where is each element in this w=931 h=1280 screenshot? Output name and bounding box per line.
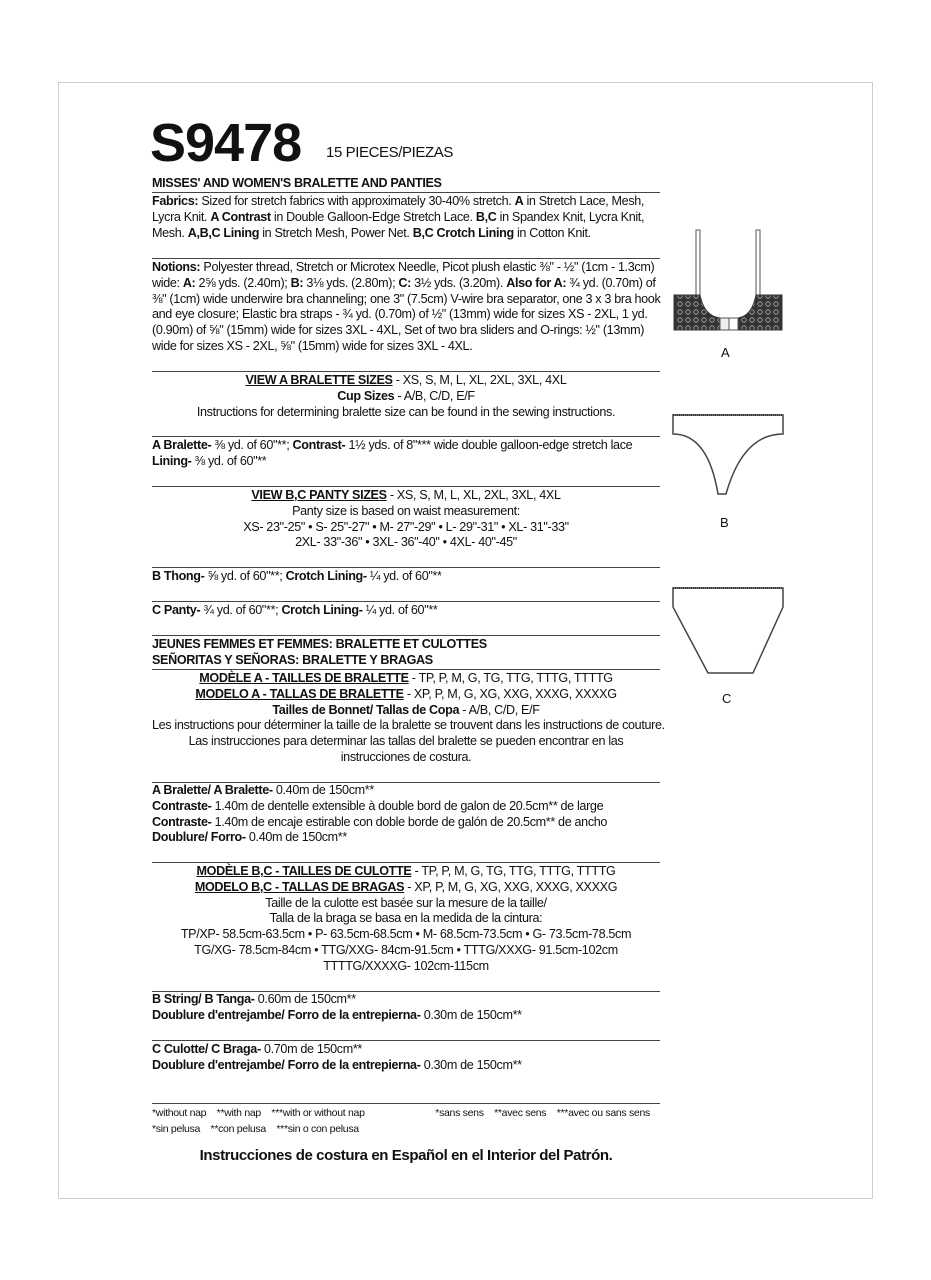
text-line <box>152 880 660 896</box>
text-segment: TP/XP- 58.5cm-63.5cm • P- 63.5cm-68.5cm • M- 68.5cm-73.5cm • G- 73.5cm-78.5cm <box>180 927 632 942</box>
text-line <box>152 373 660 389</box>
text-line <box>152 671 660 687</box>
bold-label: A Bralette/ A Bralette- <box>152 783 273 797</box>
text-line <box>152 535 660 551</box>
text-line <box>152 830 660 846</box>
text-segment: - TP, P, M, G, TG, TTG, TTTG, TTTTG <box>411 864 616 878</box>
bold-label: A: <box>182 275 196 290</box>
text-segment: 0.30m de 150cm** <box>420 1057 522 1072</box>
text-line <box>152 194 660 210</box>
view-b-thong-illustration <box>668 412 788 502</box>
bold-label: C Panty- <box>152 603 201 617</box>
bold-label: B,C <box>475 209 497 224</box>
bold-label: VIEW A BRALETTE SIZES <box>245 373 393 387</box>
bold-label: B: <box>290 275 304 290</box>
divider <box>152 258 660 259</box>
text-segment: - A/B, C/D, E/F <box>394 388 475 403</box>
text-segment: Instructions for determining bralette size can be found in the sewing instructions. <box>196 404 616 419</box>
bold-label: Doublure d'entrejambe/ Forro de la entrepierna- <box>152 1057 421 1072</box>
bold-label: Notions: <box>152 260 201 274</box>
text-line <box>152 911 660 927</box>
bold-label: JEUNES FEMMES ET FEMMES: BRALETTE ET CULOTTES <box>152 637 487 651</box>
text-segment: ⅜ yd. of 60"**; <box>211 438 293 452</box>
divider <box>152 862 660 863</box>
divider <box>152 601 660 602</box>
piece-count: 15 PIECES/PIEZAS <box>326 144 453 161</box>
bold-label: Contraste- <box>152 798 212 813</box>
text-segment: 2XL- 33"-36" • 3XL- 36"-40" • 4XL- 40"-45" <box>295 535 517 550</box>
bold-label: A <box>514 194 524 208</box>
view-c-yardage <box>152 603 660 619</box>
text-segment: ¼ yd. of 60"** <box>362 603 438 617</box>
text-segment: Les instructions pour déterminer la taille de la bralette se trouvent dans les instructions de couture. <box>152 718 665 733</box>
text-line <box>152 454 660 470</box>
text-segment: - XS, S, M, L, XL, 2XL, 3XL, 4XL <box>386 488 561 502</box>
text-line <box>152 992 660 1008</box>
divider <box>152 371 660 372</box>
view-b-yardage <box>152 569 660 585</box>
view-a-sizes <box>152 373 660 420</box>
bold-label: Cup Sizes <box>337 388 395 403</box>
text-line <box>152 292 660 308</box>
bold-label: SEÑORITAS Y SEÑORAS: BRALETTE Y BRAGAS <box>152 652 433 667</box>
text-segment: TG/XG- 78.5cm-84cm • TTG/XXG- 84cm-91.5cm • TTTG/XXXG- 91.5cm-102cm <box>194 942 618 957</box>
text-line <box>152 276 660 292</box>
text-segment: 3⅛ yds. (2.80m); <box>303 275 399 290</box>
text-line <box>152 569 660 585</box>
divider <box>152 192 660 193</box>
text-segment: Taille de la culotte est basée sur la mesure de la taille/ <box>265 895 547 910</box>
text-segment: ¼ yd. of 60"** <box>366 569 442 583</box>
text-segment: 3½ yds. (3.20m). <box>411 275 507 290</box>
text-line <box>152 1122 660 1138</box>
text-line <box>152 734 660 750</box>
divider <box>152 669 660 670</box>
text-segment: ¾ yd. (0.70m) of <box>566 275 656 290</box>
text-segment: Sized for stretch fabrics with approximately 30-40% stretch. <box>198 194 515 208</box>
bold-label: Tailles de Bonnet/ Tallas de Copa <box>272 702 460 717</box>
text-segment: and eye closure; Elastic bra straps - ¾ yd. (0.70m) of ½" (13mm) wide for sizes XS - 2XL, 1 yd. <box>152 307 648 322</box>
text-segment: (0.90m) of ⅝" (15mm) wide for sizes 3XL - 4XL, Set of two bra sliders and O-rings: ½" (13mm) <box>152 323 645 338</box>
text-segment: 0.40m de 150cm** <box>245 830 347 845</box>
view-c-label: C <box>722 691 732 706</box>
text-line <box>152 815 660 831</box>
text-segment: in Cotton Knit. <box>513 225 591 240</box>
text-segment: 0.40m de 150cm** <box>272 783 374 797</box>
view-bc-sizes <box>152 488 660 551</box>
bold-label: A Contrast <box>210 209 271 224</box>
view-b-label: B <box>720 515 729 530</box>
text-segment: - XP, P, M, G, XG, XXG, XXXG, XXXXG <box>403 686 617 701</box>
text-line <box>152 438 660 454</box>
text-segment: 0.60m de 150cm** <box>254 992 356 1006</box>
text-line <box>152 504 660 520</box>
bold-label: B Thong- <box>152 569 205 583</box>
bold-label: MODÈLE A - TAILLES DE BRALETTE <box>199 671 409 685</box>
bold-label: B String/ B Tanga- <box>152 992 255 1006</box>
text-line <box>152 603 660 619</box>
text-line <box>152 389 660 405</box>
text-line <box>152 210 660 226</box>
text-segment: *sin pelusa **con pelusa ***sin o con pelusa <box>152 1122 359 1135</box>
bold-label: Crotch Lining- <box>285 569 367 583</box>
text-segment: instrucciones de costura. <box>340 749 472 764</box>
text-line <box>152 520 660 536</box>
text-line <box>152 864 660 880</box>
text-segment: ⅝ yd. of 60"**; <box>204 569 286 583</box>
bold-label: C Culotte/ C Braga- <box>152 1042 261 1056</box>
text-line <box>152 653 660 669</box>
bold-label: Fabrics: <box>152 194 199 208</box>
bold-label: Doublure/ Forro- <box>152 830 246 845</box>
text-line <box>152 896 660 912</box>
text-line <box>152 959 660 975</box>
text-segment: - TP, P, M, G, TG, TTG, TTTG, TTTTG <box>408 671 613 685</box>
text-segment: - XS, S, M, L, XL, 2XL, 3XL, 4XL <box>392 373 567 387</box>
text-line <box>152 750 660 766</box>
text-segment: wide for sizes XS - 2XL, ⅝" (15mm) wide for sizes 3XL - 4XL. <box>152 338 473 353</box>
divider <box>152 436 660 437</box>
text-line <box>152 176 660 192</box>
text-line <box>152 488 660 504</box>
bold-label: Crotch Lining- <box>281 603 363 617</box>
text-segment: ⅜ yd. of 60"** <box>191 453 267 468</box>
view-a-metric-yardage <box>152 783 660 846</box>
bold-label: MODELO B,C - TALLAS DE BRAGAS <box>194 879 405 894</box>
text-line <box>152 339 660 355</box>
text-segment: in Spandex Knit, Lycra Knit, <box>496 209 645 224</box>
bold-label: B,C Crotch Lining <box>412 225 514 240</box>
bold-label: A,B,C Lining <box>187 225 260 240</box>
text-segment: 2⅝ yds. (2.40m); <box>195 275 291 290</box>
bold-label: MODELO A - TALLAS DE BRALETTE <box>195 686 404 701</box>
text-segment: in Stretch Mesh, Power Net. <box>259 225 413 240</box>
divider <box>152 567 660 568</box>
view-b-metric-yardage <box>152 992 660 1024</box>
text-segment: in Stretch Lace, Mesh, <box>523 194 645 208</box>
text-segment: 1½ yds. of 8"*** wide double galloon-edge stretch lace <box>345 438 633 452</box>
text-segment: Lycra Knit. <box>152 209 211 224</box>
modele-a-sizes <box>152 671 665 766</box>
text-line <box>152 703 660 719</box>
bold-label: Doublure d'entrejambe/ Forro de la entrepierna- <box>152 1007 421 1022</box>
view-a-label: A <box>721 345 730 360</box>
text-line <box>152 226 660 242</box>
text-line <box>152 1008 660 1024</box>
bold-label: Lining- <box>152 453 192 468</box>
text-line <box>152 1042 660 1058</box>
title-english <box>152 176 660 192</box>
text-segment: *without nap **with nap ***with or without nap *sans sens **avec sens ***avec ou sans sens <box>152 1107 650 1119</box>
spanish-instructions-note: Instrucciones de costura en Español en el Interior del Patrón. <box>199 1147 613 1164</box>
text-segment: ¾ yd. of 60"**; <box>200 603 282 617</box>
divider <box>152 635 660 636</box>
text-line <box>152 1058 660 1074</box>
view-c-metric-yardage <box>152 1042 660 1074</box>
bold-label: A Bralette- <box>152 438 212 452</box>
divider <box>152 486 660 487</box>
text-segment: Panty size is based on waist measurement: <box>292 503 520 518</box>
text-segment: 1.40m de encaje estirable con doble borde de galón de 20.5cm** de ancho <box>211 814 608 829</box>
nap-footnotes <box>152 1106 660 1138</box>
text-segment: in Double Galloon-Edge Stretch Lace. <box>270 209 476 224</box>
text-line <box>152 260 660 276</box>
text-segment: 1.40m de dentelle extensible à double bord de galon de 20.5cm** de large <box>211 798 604 813</box>
text-line <box>152 687 660 703</box>
text-line <box>152 943 660 959</box>
text-segment: ⅜" (1cm) wide underwire bra channeling; one 3" (7.5cm) V-wire bra separator, one 3 x 3 bra hook <box>152 291 661 306</box>
notions-paragraph <box>152 260 660 355</box>
text-line <box>152 323 660 339</box>
text-segment: Polyester thread, Stretch or Microtex Needle, Picot plush elastic ⅜" - ½" (1cm - 1.3cm) <box>200 260 655 274</box>
text-line <box>152 799 660 815</box>
divider <box>152 1040 660 1041</box>
bold-label: Also for A: <box>506 275 567 290</box>
fabrics-paragraph <box>152 194 660 241</box>
text-segment: Las instrucciones para determinar las tallas del bralette se pueden encontrar en las <box>188 734 624 749</box>
bold-label: Contrast- <box>292 438 346 452</box>
bold-label: C: <box>398 275 411 290</box>
bold-label: MISSES' AND WOMEN'S BRALETTE AND PANTIES <box>152 176 442 190</box>
text-line <box>152 718 665 734</box>
text-segment: 0.30m de 150cm** <box>420 1007 522 1022</box>
text-line <box>152 927 660 943</box>
text-segment: - A/B, C/D, E/F <box>459 702 540 717</box>
text-line <box>152 307 660 323</box>
text-segment: XS- 23"-25" • S- 25"-27" • M- 27"-29" • L- 29"-31" • XL- 31"-33" <box>243 519 569 534</box>
text-segment: 0.70m de 150cm** <box>260 1042 362 1056</box>
view-c-panty-illustration <box>668 585 788 680</box>
text-segment: Talla de la braga se basa en la medida de la cintura: <box>269 911 543 926</box>
text-segment: - XP, P, M, G, XG, XXG, XXXG, XXXXG <box>404 879 618 894</box>
view-a-yardage <box>152 438 660 470</box>
modele-bc-sizes <box>152 864 660 975</box>
text-line <box>152 637 660 653</box>
bold-label: Contraste- <box>152 814 212 829</box>
title-french-spanish <box>152 637 660 669</box>
text-segment: wide: <box>152 275 183 290</box>
pattern-number: S9478 <box>150 113 302 173</box>
text-segment: TTTTG/XXXXG- 102cm-115cm <box>323 958 489 973</box>
bold-label: MODÈLE B,C - TAILLES DE CULOTTE <box>196 864 412 878</box>
text-segment: Mesh. <box>152 225 188 240</box>
divider <box>152 1103 660 1104</box>
text-line <box>152 783 660 799</box>
text-line <box>152 1106 660 1122</box>
text-line <box>152 405 660 421</box>
bold-label: VIEW B,C PANTY SIZES <box>251 488 387 502</box>
view-a-bralette-illustration <box>668 228 788 338</box>
